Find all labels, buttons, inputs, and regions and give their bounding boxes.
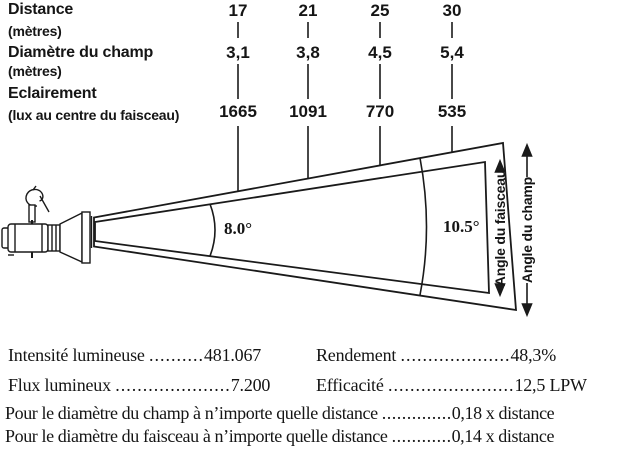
row-label-eclairement: Eclairement — [8, 85, 97, 102]
stat-label: Efficacité — [316, 375, 384, 395]
stat-label: Intensité lumineuse — [8, 345, 145, 365]
beam-angle-value: 8.0° — [224, 219, 253, 238]
arrow-up-icon — [523, 145, 532, 156]
formula-value: 0,18 x distance — [451, 403, 555, 423]
illuminance-value: 1665 — [219, 102, 257, 121]
dot-leader: ............ — [391, 426, 452, 446]
formula-field-diameter — [5, 403, 554, 424]
beam-axis-label: Angle du faisceau — [492, 169, 508, 287]
dot-leader: ..................... — [115, 375, 231, 395]
formula-value: 0,14 x distance — [451, 426, 555, 446]
distance-value: 21 — [298, 1, 318, 20]
tick-lines-row1 — [238, 22, 452, 38]
illuminance-value: 1091 — [289, 102, 327, 121]
stat-efficacite — [316, 375, 587, 396]
formula-beam-diameter — [5, 426, 554, 447]
stat-value: 7.200 — [230, 375, 271, 395]
dot-leader: .......... — [148, 345, 204, 365]
stat-value: 48,3% — [510, 345, 556, 365]
row-sublabel-diametre: (mètres) — [8, 63, 62, 79]
stat-label: Flux lumineux — [8, 375, 111, 395]
row-sublabel-distance: (mètres) — [8, 23, 62, 39]
dot-leader: .............. — [381, 403, 452, 423]
field-diameter-value: 3,8 — [296, 43, 320, 62]
row-label-diametre: Diamètre du champ — [8, 44, 154, 61]
arrow-down-icon — [523, 304, 532, 315]
illuminance-value: 535 — [437, 102, 467, 121]
stat-label: Rendement — [316, 345, 397, 365]
distance-value: 30 — [442, 1, 462, 20]
stat-flux — [8, 375, 270, 396]
field-diameter-value: 4,5 — [368, 43, 392, 62]
distance-value: 17 — [228, 1, 248, 20]
row-sublabel-eclairement: (lux au centre du faisceau) — [8, 107, 180, 123]
illuminance-value: 770 — [365, 102, 395, 121]
tick-lines-row2 — [238, 64, 452, 99]
stat-value: 12,5 LPW — [514, 375, 587, 395]
dot-leader: ....................... — [387, 375, 515, 395]
stat-value: 481.067 — [203, 345, 262, 365]
stat-rendement — [316, 345, 556, 366]
stat-intensite — [8, 345, 261, 366]
field-axis-label: Angle du champ — [519, 176, 535, 284]
field-diameter-value: 5,4 — [440, 43, 464, 62]
dot-leader: .................... — [400, 345, 511, 365]
distance-value: 25 — [370, 1, 390, 20]
row-label-distance: Distance — [8, 1, 74, 18]
field-angle-value: 10.5° — [443, 217, 480, 236]
spotlight-fixture-icon — [2, 186, 92, 263]
formula-label: Pour le diamètre du faisceau à n’importe quelle distance — [5, 426, 388, 446]
formula-label: Pour le diamètre du champ à n’importe quelle distance — [5, 403, 378, 423]
field-diameter-value: 3,1 — [226, 43, 250, 62]
